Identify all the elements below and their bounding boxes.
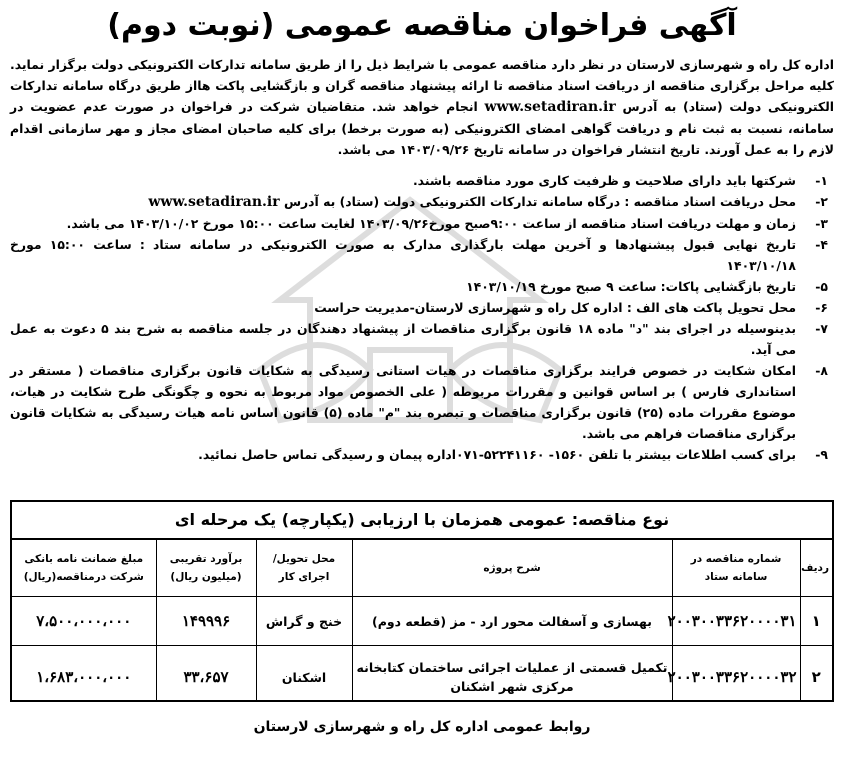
cell-location: خنج و گراش	[256, 597, 352, 646]
cell-location: اشکنان	[256, 646, 352, 703]
item-number: ۴-	[815, 237, 828, 252]
item-number: ۲-	[815, 194, 828, 209]
item-number: ۳-	[815, 216, 828, 231]
list-item	[10, 297, 834, 318]
cell-estimate: ۱۴۹۹۹۶	[156, 597, 256, 646]
item-text: شرکتها باید دارای صلاحیت و ظرفیت کاری مورد مناقصه باشند.	[412, 173, 796, 188]
item-text: تاریخ بازگشایی پاکات: ساعت ۹ صبح مورخ ۱۴۰۳/۱۰/۱۹	[466, 279, 796, 294]
tender-table-grid	[12, 539, 832, 702]
list-item	[10, 234, 834, 276]
item-number: ۸-	[815, 363, 828, 378]
conditions-list	[10, 170, 834, 465]
tender-type-title: نوع مناقصه: عمومی همزمان با ارزیابی (یکپارچه) یک مرحله ای	[12, 502, 832, 539]
tender-table	[10, 500, 834, 702]
cell-row-index: ۱	[800, 597, 832, 646]
setadiran-link[interactable]: www.setadiran.ir	[484, 99, 616, 115]
item-number: ۹-	[815, 447, 828, 462]
item-text: بدینوسیله در اجرای بند "د" ماده ۱۸ قانون برگزاری مناقصات از پیشنهاد دهندگان در جلسه مناقصه به شرح بند ۵ دعوت به عمل می آید.	[10, 321, 797, 357]
list-item	[10, 191, 834, 213]
cell-tender-number: ۲۰۰۳۰۰۳۳۶۲۰۰۰۰۳۱	[672, 597, 800, 646]
item-number: ۷-	[815, 321, 828, 336]
list-item	[10, 444, 834, 465]
list-item	[10, 213, 834, 234]
item-number: ۶-	[815, 300, 828, 315]
notice-title: آگهی فراخوان مناقصه عمومی (نوبت دوم)	[107, 8, 737, 43]
cell-description: تکمیل قسمتی از عملیات اجرائی ساختمان کتابخانه مرکزی شهر اشکنان	[352, 646, 672, 703]
col-header-row-index: ردیف	[800, 540, 832, 597]
item-text: محل دریافت اسناد مناقصه : درگاه سامانه تدارکات الکترونیکی دولت (ستاد) به آدرس	[283, 194, 796, 209]
table-row	[12, 597, 832, 646]
col-header-location: محل تحویل/اجرای کار	[256, 540, 352, 597]
col-header-guarantee: مبلغ ضمانت نامه بانکی شرکت درمناقصه(ریال)	[12, 540, 156, 597]
item-text: امکان شکایت در خصوص فرایند برگزاری مناقصات در هیات استانی رسیدگی به شکایات قانون برگزاری مناقصات ( مستقر در استانداری فارس ) بر اساس قوانین و مقررات مربوطه ( علی الخصوص مواد مربوط به نحوه و چگونگی طرح شکایت در هیات، موضوع مقررات ماده (۲۵) قانون برگزاری مناقصات و تبصره بند "م" ماده (۵) قانون اساس نامه هیات رسیدگی به شکایات قانون برگزاری مناقصات فراهم می باشد.	[10, 363, 796, 441]
item-number: ۵-	[815, 279, 828, 294]
item-text: محل تحویل پاکت های الف : اداره کل راه و شهرسازی لارستان-مدیریت حراست	[314, 300, 796, 315]
cell-guarantee: ۱،۶۸۳،۰۰۰،۰۰۰	[12, 646, 156, 703]
footer-signature: روابط عمومی اداره کل راه و شهرسازی لارستان	[253, 719, 591, 735]
intro-text-part1: اداره کل راه و شهرسازی لارستان در نظر دارد مناقصه عمومی با شرایط ذیل را از طریق سامانه تدارکات الکترونیکی دولت برگزار نماید. کلیه مراحل برگزاری مناقصه از دریافت اسناد مناقصه تا ارائه پیشنهاد مناقصه گران و بازگشایی پاکت هااز طریق درگاه سامانه تدارکات الکترونیکی دولت (ستاد) به آدرس	[10, 57, 834, 114]
list-item	[10, 276, 834, 297]
col-header-estimate: برآورد تقریبی (میلیون ریال)	[156, 540, 256, 597]
cell-row-index: ۲	[800, 646, 832, 703]
cell-description: بهسازی و آسفالت محور ارد - مز (قطعه دوم)	[352, 597, 672, 646]
item-text: زمان و مهلت دریافت اسناد مناقصه از ساعت ۹:۰۰صبح مورخ۱۴۰۳/۰۹/۲۶ لغایت ساعت ۱۵:۰۰ مورخ ۱۴۰۳/۱۰/۰۲ می باشد.	[66, 216, 796, 231]
col-header-tender-number: شماره مناقصه در سامانه ستاد	[672, 540, 800, 597]
intro-text-part2: انجام خواهد شد. متقاضیان شرکت در فراخوان در صورت عدم عضویت در سامانه، نسبت به ثبت نام و دریافت گواهی امضای الکترونیکی (به صورت برخط) برای کلیه صاحبان امضای مجاز و مهر سازمانی اقدام لازم را به عمل آورند. تاریخ انتشار فراخوان در سامانه تاریخ ۱۴۰۳/۰۹/۲۶ می باشد.	[10, 99, 834, 157]
item-text: تاریخ نهایی قبول پیشنهادها و آخرین مهلت بارگذاری مدارک به صورت الکترونیکی در سامانه ستاد : ساعت ۱۵:۰۰ مورخ ۱۴۰۳/۱۰/۱۸	[10, 237, 796, 273]
list-item	[10, 318, 834, 360]
cell-tender-number: ۲۰۰۳۰۰۳۳۶۲۰۰۰۰۳۲	[672, 646, 800, 703]
table-header-row	[12, 540, 832, 597]
setadiran-link[interactable]: www.setadiran.ir	[148, 194, 280, 210]
list-item	[10, 170, 834, 191]
cell-guarantee: ۷،۵۰۰،۰۰۰،۰۰۰	[12, 597, 156, 646]
col-header-description: شرح پروژه	[352, 540, 672, 597]
table-row	[12, 646, 832, 703]
list-item	[10, 360, 834, 444]
intro-paragraph	[10, 54, 834, 160]
item-text: برای کسب اطلاعات بیشتر با تلفن ۱۵۶۰- ۵۲۲۴۱۱۶۰-۰۷۱اداره پیمان و رسیدگی تماس حاصل نمائید.	[198, 447, 796, 462]
cell-estimate: ۳۳،۶۵۷	[156, 646, 256, 703]
item-number: ۱-	[815, 173, 828, 188]
